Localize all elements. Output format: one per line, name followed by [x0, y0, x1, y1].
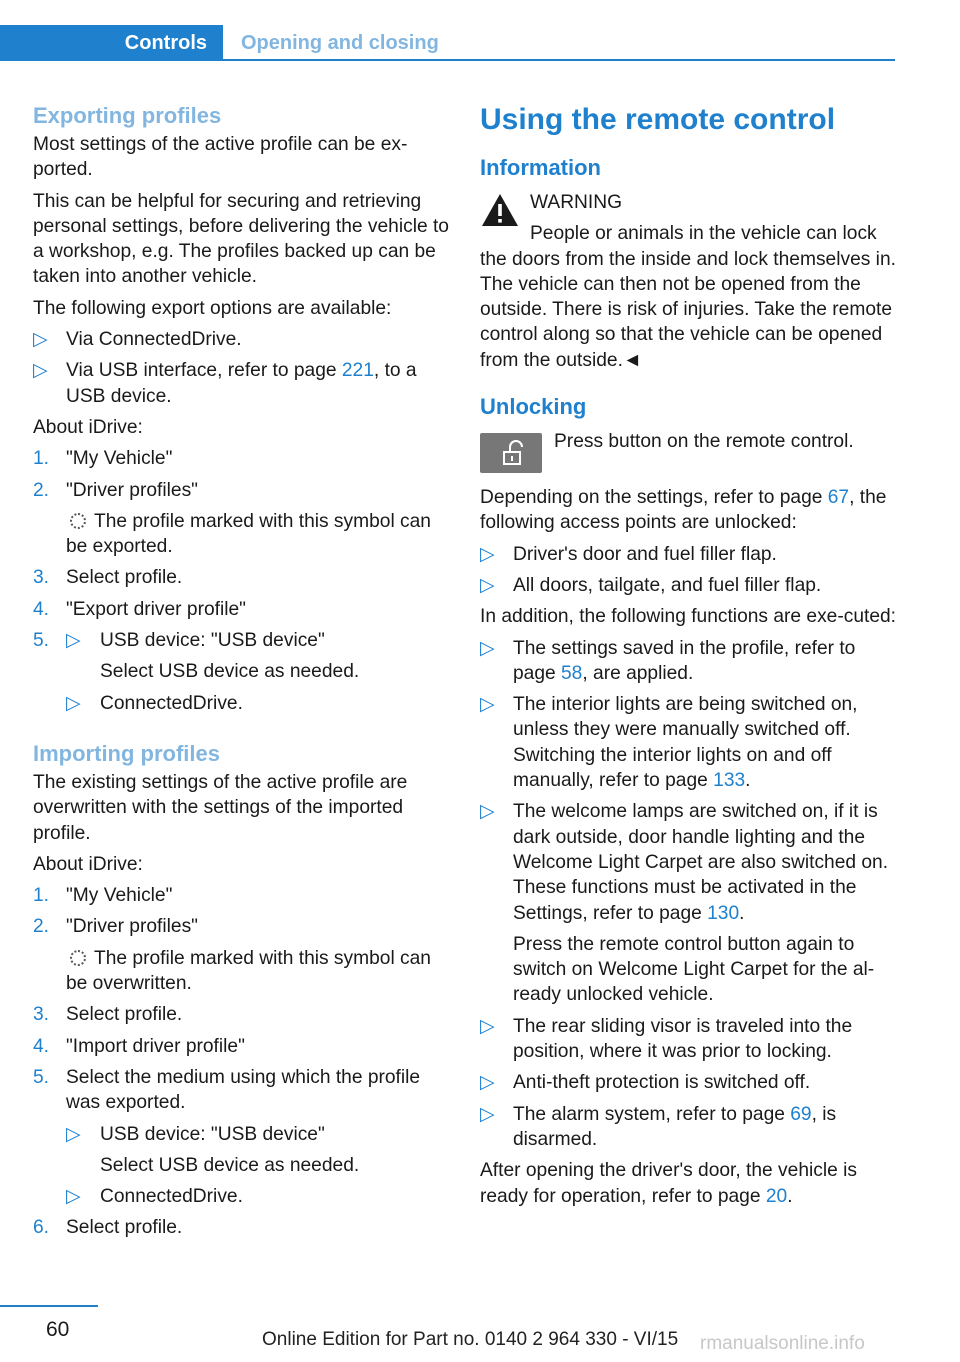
page-link-58[interactable]: 58	[561, 662, 583, 684]
export-para-1: Most settings of the active profile can be ex-ported.	[33, 134, 408, 181]
import-substep-usb: ▷ USB device: "USB device" Select USB device as needed.	[66, 1123, 360, 1176]
export-option-usb: ▷ Via USB interface, refer to page 221, to a USB device.	[33, 360, 417, 407]
triangle-bullet-icon: ▷	[66, 692, 81, 714]
export-step-3: 3. Select profile.	[33, 567, 183, 589]
export-substep-connecteddrive: ▷ ConnectedDrive.	[66, 691, 453, 716]
unlock-block	[480, 429, 900, 479]
watermark: rmanualsonline.info	[700, 1333, 865, 1354]
triangle-bullet-icon: ▷	[66, 1186, 81, 1208]
export-step-1: 1. "My Vehicle"	[33, 448, 173, 470]
function-alarm-system: ▷ The alarm system, refer to page 69, is disarmed.	[480, 1103, 837, 1150]
function-settings-profile: ▷ The settings saved in the profile, refer to page 58, are applied.	[480, 637, 856, 684]
warning-label: WARNING	[530, 192, 623, 213]
export-option-connecteddrive: ▷ Via ConnectedDrive.	[33, 327, 453, 352]
function-welcome-lamps: ▷ The welcome lamps are switched on, if it is dark outside, door handle lighting and the Welcome Light Carpet are also switched on. These functions must be activated in the Settings, refer to page 130. Press the remote control button again to switch on Welcome Light Carpet for the al-ready unlocked vehicle.	[480, 799, 900, 1007]
access-point-all-doors: ▷ All doors, tailgate, and fuel filler flap.	[480, 573, 900, 598]
triangle-bullet-icon: ▷	[480, 637, 495, 659]
tab-controls[interactable]: Controls	[0, 25, 223, 61]
footer-edition: Online Edition for Part no. 0140 2 964 330 - VI/15	[262, 1329, 679, 1350]
page-link-221[interactable]: 221	[341, 360, 374, 382]
triangle-bullet-icon: ▷	[33, 360, 48, 382]
triangle-bullet-icon: ▷	[480, 1015, 495, 1037]
warning-text: People or animals in the vehicle can lock the doors from the inside and lock themselves in. The vehicle can then not be opened from the outside. There is risk of injuries. Take the remote control along so that the vehicle can be opened from the outside.◄	[480, 223, 896, 371]
heading-information: Information	[480, 155, 601, 180]
unlock-text: Press button on the remote control.	[554, 431, 854, 453]
page-link-133[interactable]: 133	[713, 770, 746, 792]
export-para-3: The following export options are available:	[33, 297, 392, 319]
triangle-bullet-icon: ▷	[66, 1123, 81, 1145]
heading-unlocking: Unlocking	[480, 394, 587, 420]
heading-using-remote-control: Using the remote control	[480, 103, 836, 136]
triangle-bullet-icon: ▷	[480, 543, 495, 565]
page-link-20[interactable]: 20	[765, 1185, 788, 1207]
heading-exporting-profiles: Exporting profiles	[33, 103, 222, 128]
gear-icon	[70, 950, 86, 966]
addition-text: In addition, the following functions are exe-cuted:	[480, 606, 896, 628]
triangle-bullet-icon: ▷	[480, 694, 495, 716]
export-step-2: 2. "Driver profiles" The profile marked with this symbol can be exported.	[33, 479, 431, 558]
access-point-driver-door: ▷ Driver's door and fuel filler flap.	[480, 542, 900, 567]
import-substep-connecteddrive: ▷ ConnectedDrive.	[66, 1184, 453, 1209]
page-number: 60	[46, 1318, 70, 1341]
triangle-bullet-icon: ▷	[33, 329, 48, 351]
page-link-67[interactable]: 67	[827, 487, 850, 509]
function-interior-lights: ▷ The interior lights are being switched on, unless they were manually switched off. Switching the interior lights on and off manually, refer to page 133.	[480, 694, 858, 792]
heading-importing-profiles: Importing profiles	[33, 740, 220, 766]
import-step-5: 5. Select the medium using which the profile was exported. ▷ USB device: "USB device" Select USB device as needed. ▷ ConnectedDrive.	[33, 1065, 453, 1209]
function-anti-theft: ▷ Anti-theft protection is switched off.	[480, 1070, 900, 1095]
triangle-bullet-icon: ▷	[480, 801, 495, 823]
gear-icon	[70, 513, 86, 529]
right-column	[480, 100, 900, 1215]
header-rule	[0, 59, 895, 61]
import-para-1: The existing settings of the active profile are overwritten with the settings of the imported profile.	[33, 771, 408, 844]
import-step-3: 3. Select profile.	[33, 1004, 183, 1026]
export-para-2: This can be helpful for securing and retrieving personal settings, before delivering the vehicle to a workshop, e.g. The profiles backed up can be taken into another vehicle.	[33, 190, 449, 288]
unlock-button-icon	[480, 433, 542, 473]
chapter-header	[0, 25, 895, 61]
footer-rule	[0, 1305, 98, 1307]
triangle-bullet-icon: ▷	[480, 1103, 495, 1125]
triangle-bullet-icon: ▷	[66, 630, 81, 652]
left-column	[33, 100, 453, 1247]
export-step-4: 4. "Export driver profile"	[33, 598, 246, 620]
import-step-1: 1. "My Vehicle"	[33, 885, 173, 907]
export-step-5: 5. ▷ USB device: "USB device" Select USB device as needed. ▷ ConnectedDrive.	[33, 628, 453, 716]
export-substep-usb: ▷ USB device: "USB device" Select USB device as needed.	[66, 630, 360, 683]
warning-block	[480, 190, 900, 373]
warning-triangle-icon	[480, 192, 520, 228]
welcome-carpet-note: Press the remote control button again to switch on Welcome Light Carpet for the al-ready unlocked vehicle.	[513, 933, 875, 1006]
import-step-6: 6. Select profile.	[33, 1217, 183, 1239]
after-opening-text: After opening the driver's door, the vehicle is ready for operation, refer to page 20.	[480, 1160, 857, 1207]
page-link-130[interactable]: 130	[707, 902, 740, 924]
function-rear-visor: ▷ The rear sliding visor is traveled into the position, where it was prior to locking.	[480, 1015, 853, 1063]
depending-settings: Depending on the settings, refer to page 67, the following access points are unlocked:	[480, 487, 887, 534]
tab-opening-and-closing[interactable]: Opening and closing	[241, 32, 439, 54]
import-about-idrive: About iDrive:	[33, 853, 143, 875]
triangle-bullet-icon: ▷	[480, 1072, 495, 1094]
export-about-idrive: About iDrive:	[33, 416, 143, 438]
import-step-2: 2. "Driver profiles" The profile marked with this symbol can be overwritten.	[33, 916, 431, 995]
import-step-4: 4. "Import driver profile"	[33, 1035, 245, 1057]
triangle-bullet-icon: ▷	[480, 574, 495, 596]
page-link-69[interactable]: 69	[790, 1103, 812, 1125]
